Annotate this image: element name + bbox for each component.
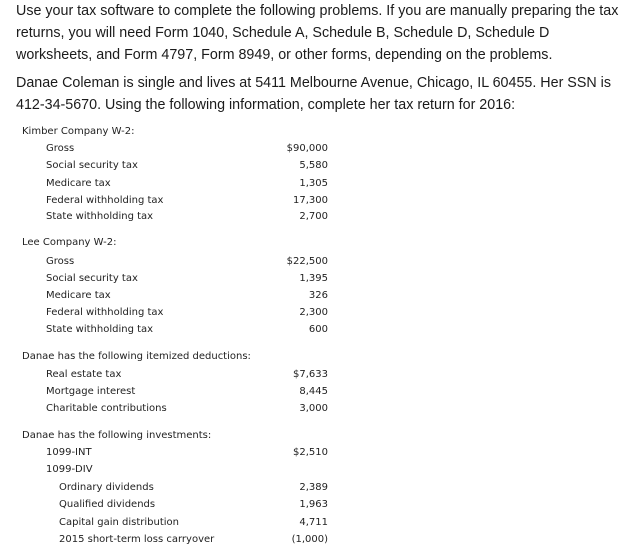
row-label: Federal withholding tax [46,195,164,206]
lee-heading-row [0,236,633,250]
row-value: 8,445 [299,386,328,397]
row-value: 1,963 [299,499,328,510]
row-label: Mortgage interest [46,386,136,397]
table-row [0,498,633,512]
table-row [0,194,633,208]
investments-heading: Danae has the following investments: [22,430,212,441]
row-value: $90,000 [286,143,328,154]
itemized-heading-row [0,350,633,364]
row-value: $22,500 [286,256,328,267]
row-value: 326 [308,290,328,301]
intro-paragraph-2: Danae Coleman is single and lives at 5411 Melbourne Avenue, Chicago, IL 60455. Her SSN is 412-34-5670. Using the following information, complete her tax return for 2016: [16,75,612,113]
table-row [0,255,633,269]
row-value: 2,700 [299,211,328,222]
table-row [0,323,633,337]
table-row [0,481,633,495]
row-label: 1099-DIV [46,464,93,475]
table-row [0,210,633,224]
row-label: Ordinary dividends [59,482,154,493]
row-label: Charitable contributions [46,403,167,414]
row-label: Medicare tax [46,290,111,301]
table-row [0,142,633,156]
row-label: Medicare tax [46,178,111,189]
row-label: Capital gain distribution [59,517,179,528]
table-row [0,533,633,547]
row-label: Qualified dividends [59,499,156,510]
row-value: 1,305 [299,178,328,189]
intro-paragraph-1: Use your tax software to complete the following problems. If you are manually preparing the tax returns, you will need Form 1040, Schedule A, Schedule B, Schedule D, Schedule D worksheets, and Form 4797, Form 8949, or other forms, depending on the problems. [16,3,619,63]
row-value: 2,389 [299,482,328,493]
row-value: (1,000) [291,534,328,545]
row-label: Real estate tax [46,369,122,380]
row-label: State withholding tax [46,211,154,222]
row-value: $7,633 [293,369,328,380]
table-row [0,385,633,399]
row-value: 600 [308,324,328,335]
kimber-heading-row [0,125,633,139]
table-row [0,368,633,382]
row-value: $2,510 [293,447,328,458]
table-row [0,159,633,173]
table-row [0,289,633,303]
row-value: 1,395 [299,273,328,284]
row-label: 2015 short-term loss carryover [59,534,215,545]
row-value: 4,711 [299,517,328,528]
table-row [0,463,633,477]
row-value: 5,580 [299,160,328,171]
table-row [0,306,633,320]
row-label: Gross [46,256,75,267]
lee-heading: Lee Company W-2: [22,237,117,248]
table-row [0,516,633,530]
table-row [0,177,633,191]
kimber-heading: Kimber Company W-2: [22,126,135,137]
row-label: Social security tax [46,273,138,284]
table-row [0,446,633,460]
investments-heading-row [0,429,633,443]
row-label: State withholding tax [46,324,154,335]
row-value: 17,300 [293,195,328,206]
row-label: Gross [46,143,75,154]
itemized-heading: Danae has the following itemized deductions: [22,351,251,362]
table-row [0,272,633,286]
row-value: 2,300 [299,307,328,318]
row-value: 3,000 [299,403,328,414]
row-label: Federal withholding tax [46,307,164,318]
table-row [0,402,633,416]
row-label: 1099-INT [46,447,92,458]
row-label: Social security tax [46,160,138,171]
